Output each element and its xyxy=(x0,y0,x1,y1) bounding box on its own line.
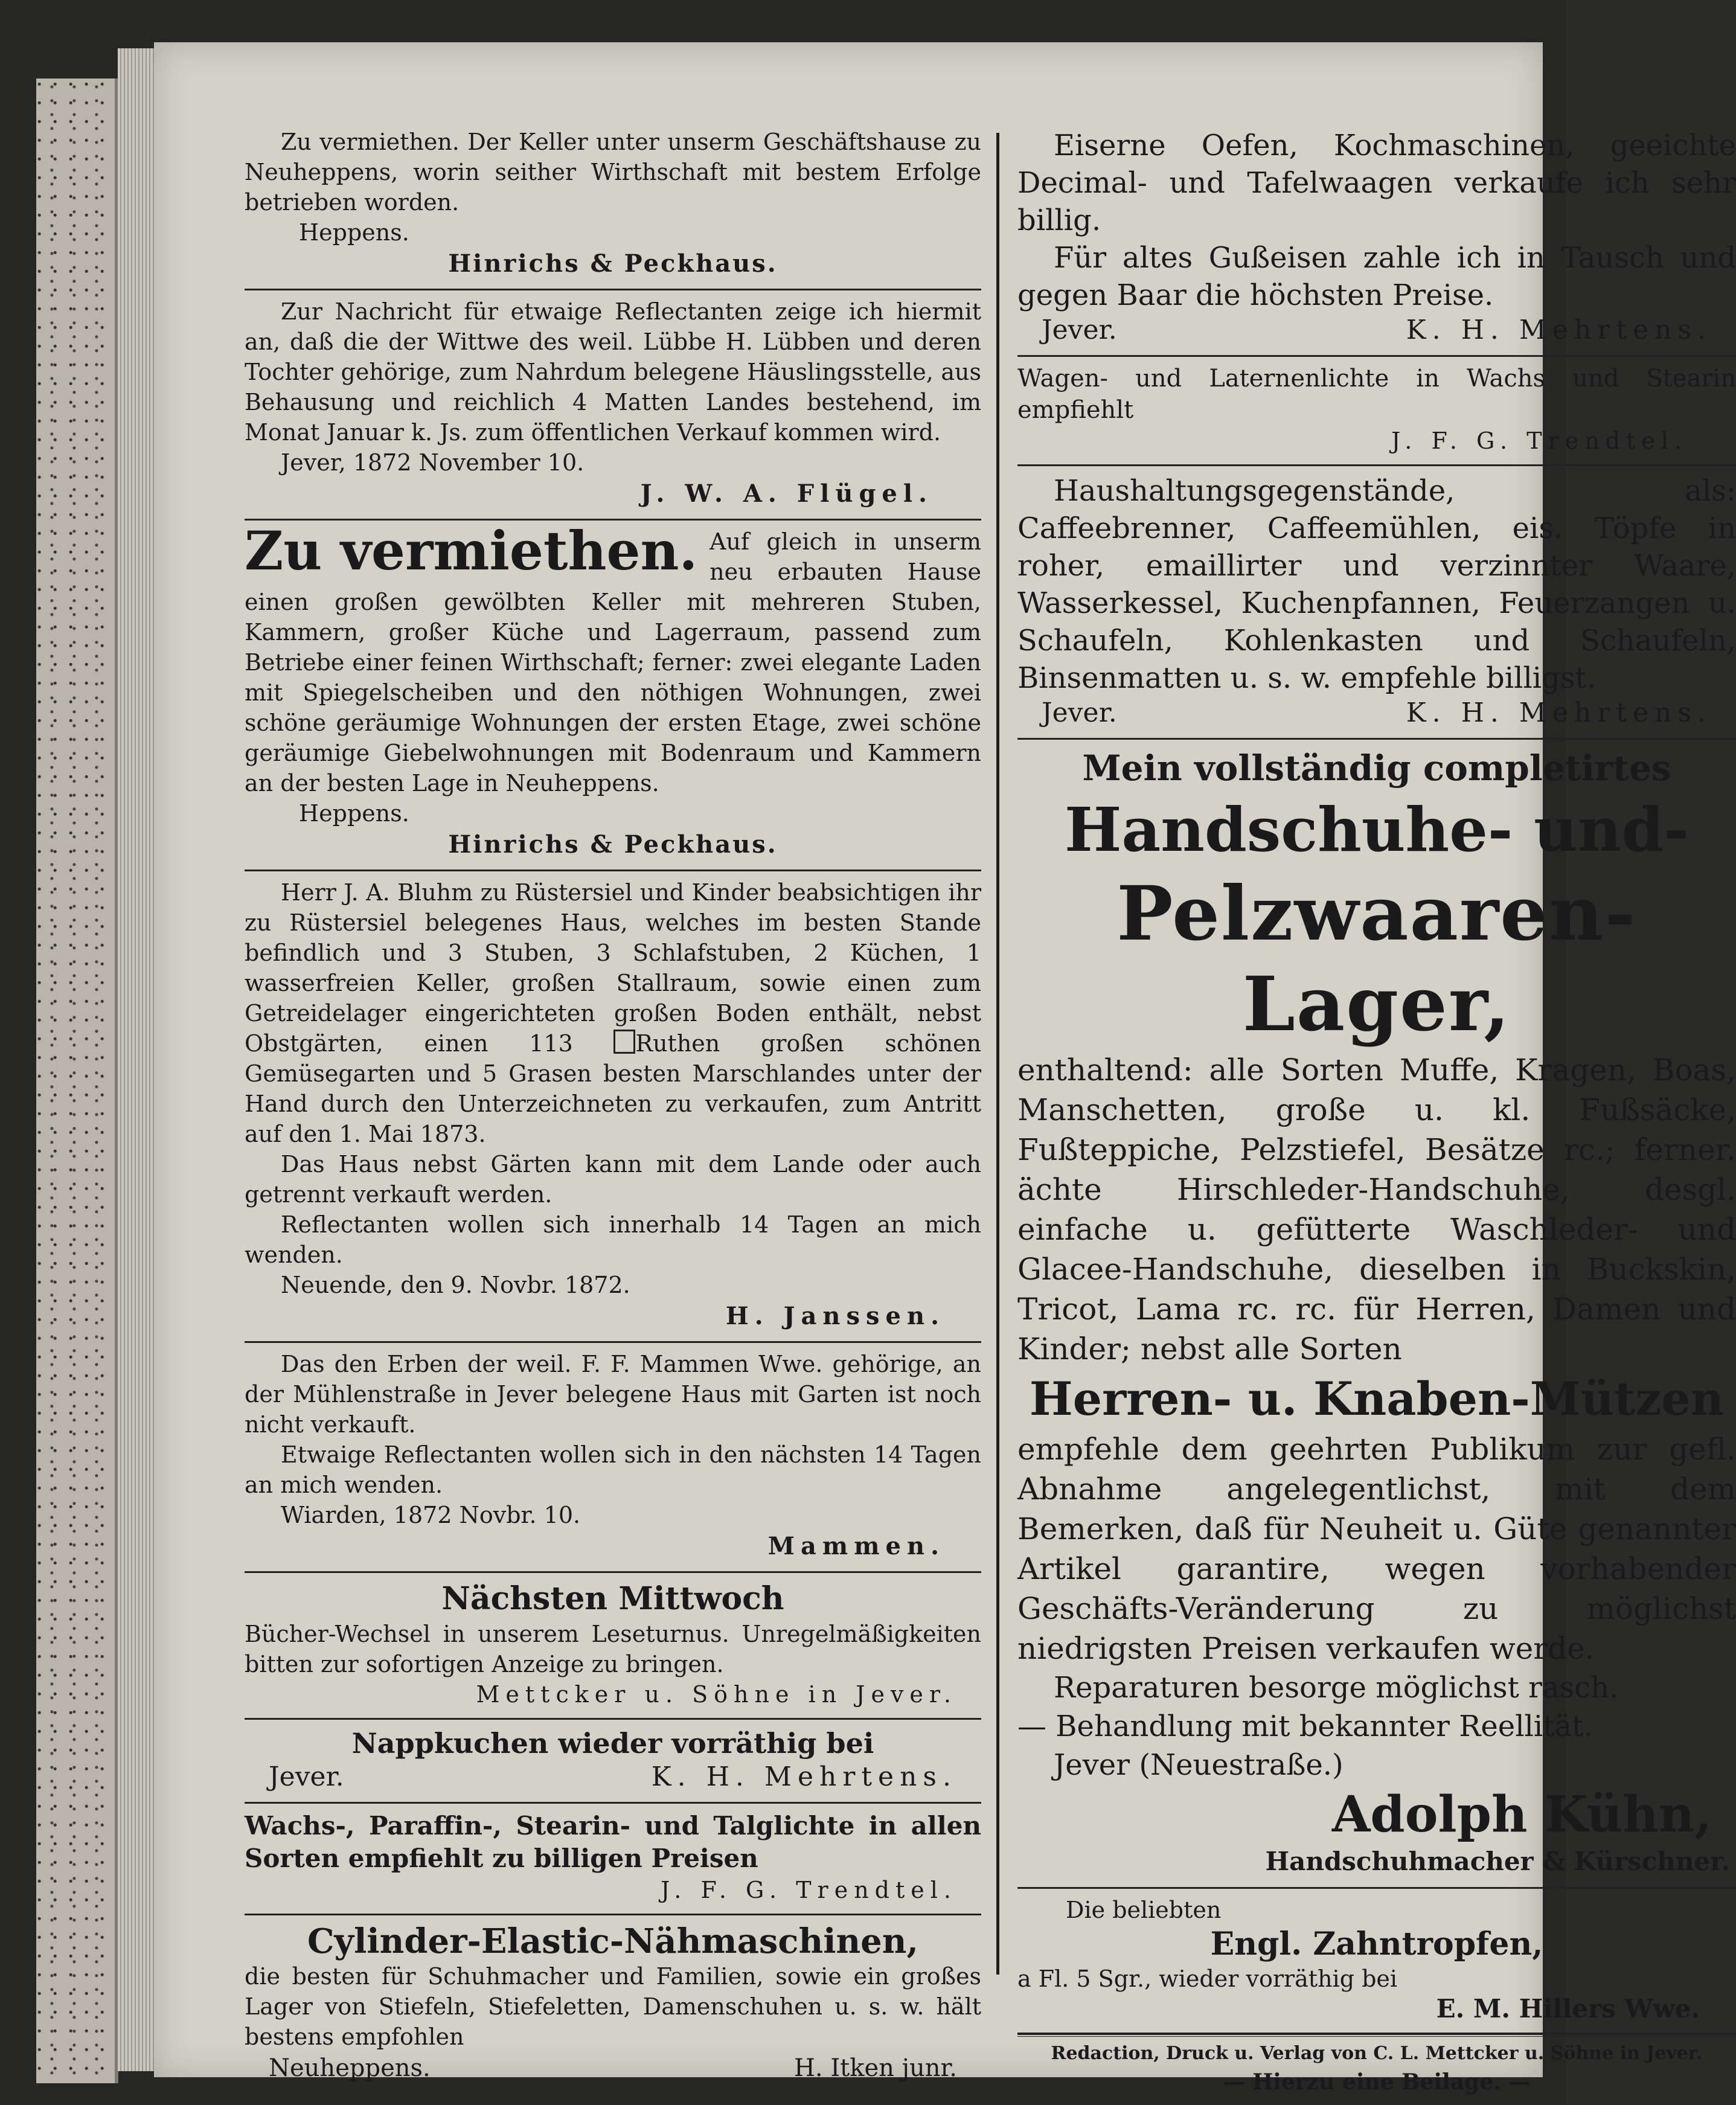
ad-place: Heppens. xyxy=(299,800,409,827)
ad-text: die besten für Schuhmacher und Familien, sowie ein großes Lager von Stiefeln, Stiefeletten, Damenschuhen u. s. w. hält bestens empfohlen xyxy=(245,1963,981,2050)
ad-line3: Pelzwaaren-Lager, xyxy=(1116,870,1637,1048)
ad-signature: J. F. G. Trendtel. xyxy=(1391,428,1688,454)
ad-place: Jever. xyxy=(269,1761,344,1792)
ad-haushaltung xyxy=(1017,466,1736,740)
book-binding xyxy=(36,78,118,2083)
ad-haus-ruestersiel xyxy=(245,871,981,1343)
ad-haus-muehlenstrasse xyxy=(245,1343,981,1573)
newspaper-page xyxy=(154,42,1736,2095)
ad-text: Wagen- und Laternenlichte in Wachs und Stearin empfiehlt xyxy=(1017,365,1736,424)
ad-adolph-kuehn xyxy=(1017,740,1736,1889)
ad-headline: Cylinder-Elastic-Nähmaschinen, xyxy=(307,1921,919,1961)
ad-place: Jever. xyxy=(1042,697,1117,728)
ad-lichte xyxy=(245,1804,981,1915)
ad-signature: Hinrichs & Peckhaus. xyxy=(448,830,778,859)
ad-firm: Adolph Kühn, xyxy=(1331,1786,1712,1844)
ad-signature: J. W. A. Flügel. xyxy=(640,479,933,508)
ad-nappkuchen xyxy=(245,1720,981,1804)
ad-intro: Die beliebten xyxy=(1066,1897,1222,1923)
ad-text-a: enthaltend: alle Sorten Muffe, Kragen, Boas, Manschetten, große u. kl. Fußsäcke, Fußteppiche, Pelzstiefel, Besätze rc.; ferner. ächte Hirschleder-Handschuhe, desgl. einfache u. gefütterte Waschleder- und Glacee-Handschuhe, dieselben in Buckskin, Tricot, Lama rc. rc. für Herren, Damen und Kinder; nebst alle Sorten xyxy=(1017,1052,1736,1366)
ad-date: Neuende, den 9. Novbr. 1872. xyxy=(281,1272,630,1298)
ad-date: Jever, 1872 November 10. xyxy=(281,449,585,476)
imprint-block xyxy=(1017,2034,1736,2097)
ad-text: Zur Nachricht für etwaige Reflectanten zeige ich hiermit an, daß die der Wittwe des weil. Lübbe H. Lübben und deren Tochter gehörige, zum Nahrdum belegene Häuslingsstelle, aus Behausung und reichlich 4 Matten Landes bestehend, im Monat Januar k. Js. zum öffentlichen Verkauf kommen wird. xyxy=(245,298,981,446)
ad-signature: Hinrichs & Peckhaus. xyxy=(448,249,778,278)
ad-signature: Mettcker u. Söhne in Jever. xyxy=(476,1681,957,1708)
ad-product: Engl. Zahntropfen, xyxy=(1210,1926,1543,1962)
ad-headline: Nächsten Mittwoch xyxy=(441,1580,784,1617)
ad-text2: Etwaige Reflectanten wollen sich in den nächsten 14 Tagen an mich wenden. xyxy=(245,1441,981,1498)
ad-place: Neuheppens. xyxy=(269,2054,431,2082)
square-symbol-icon xyxy=(613,1030,635,1054)
ad-signature: K. H. Mehrtens. xyxy=(651,1761,957,1792)
ad-firm-sub: Handschuhmacher & Kürschner. xyxy=(1265,1847,1730,1876)
ad-date: Wiarden, 1872 Novbr. 10. xyxy=(281,1502,581,1528)
ad-text: Nappkuchen wieder vorräthig bei xyxy=(351,1727,874,1760)
left-column xyxy=(245,121,981,2093)
ad-text: Wachs-, Paraffin-, Stearin- und Talglichte in allen Sorten empfiehlt zu billigen Preisen xyxy=(245,1811,981,1873)
ad-text: Haushaltungsgegenstände, als: Caffeebrenner, Caffeemühlen, eis. Töpfe in roher, emaillirter und verzinnter Waare, Wasserkessel, Kuchenpfannen, Feuerzangen u. Schaufeln, Kohlenkasten und Schaufeln, Binsenmatten u. s. w. empfehle billigst. xyxy=(1017,474,1736,695)
ad-signature: K. H. Mehrtens. xyxy=(1406,697,1712,728)
ad-signature: J. F. G. Trendtel. xyxy=(661,1877,957,1903)
beilage-note: — Hierzu eine Beilage. — xyxy=(1223,2069,1531,2095)
ad-text: Das den Erben der weil. F. F. Mammen Wwe. gehörige, an der Mühlenstraße in Jever belegene Haus mit Garten ist noch nicht verkauft. xyxy=(245,1351,981,1438)
ad-line1: Mein vollständig completirtes xyxy=(1082,748,1671,789)
ad-signature: Mammen. xyxy=(767,1532,945,1560)
ad-text-b: empfehle dem geehrten Publikum zur gefl. Abnahme angelegentlichst, mit dem Bemerken, daß für Neuheit u. Güte genannter Artikel garantire, wegen vorhabender Geschäfts-Veränderung zu möglichst niedrigsten Preisen verkaufen werde. xyxy=(1017,1432,1736,1666)
ad-address: Jever (Neuestraße.) xyxy=(1054,1748,1344,1782)
ad-haeuslingsstelle xyxy=(245,290,981,521)
ad-text: Eiserne Oefen, Kochmaschinen, geeichte Decimal- und Tafelwaagen verkaufe ich sehr billig. xyxy=(1017,129,1736,237)
ad-text2: Für altes Gußeisen zahle ich in Tausch und gegen Baar die höchsten Preise. xyxy=(1017,241,1736,312)
ad-zahntropfen xyxy=(1017,1889,1736,2034)
ad-leseturnus xyxy=(245,1573,981,1720)
ad-keller-vermiethen xyxy=(245,121,981,290)
ad-treatment: — Behandlung mit bekannter Reellität. xyxy=(1017,1709,1593,1743)
ad-oefen xyxy=(1017,121,1736,357)
ad-text2: Das Haus nebst Gärten kann mit dem Lande oder auch getrennt verkauft werden. xyxy=(245,1151,981,1208)
column-rule xyxy=(996,133,999,1975)
ad-text: Bücher-Wechsel in unserem Leseturnus. Unregelmäßigkeiten bitten zur sofortigen Anzeige zu bringen. xyxy=(245,1621,981,1677)
ad-laternenlichte xyxy=(1017,357,1736,466)
ad-signature: H. Janssen. xyxy=(725,1302,945,1330)
ad-repair: Reparaturen besorge möglichst rasch. xyxy=(1054,1671,1619,1705)
ad-signature: E. M. Hillers Wwe. xyxy=(1436,1994,1700,2023)
right-column xyxy=(1017,121,1736,2097)
ad-text3: Reflectanten wollen sich innerhalb 14 Tagen an mich wenden. xyxy=(245,1211,981,1268)
ad-place: Heppens. xyxy=(299,219,409,246)
ad-text: Zu vermiethen. Der Keller unter unserm Geschäftshause zu Neuheppens, worin seither Wirthschaft mit bestem Erfolge betrieben worden. xyxy=(245,129,981,216)
ad-price: a Fl. 5 Sgr., wieder vorräthig bei xyxy=(1017,1966,1398,1992)
ad-zu-vermiethen-haus xyxy=(245,521,981,871)
ad-text: Auf gleich in unserm neu erbauten Hause einen großen gewölbten Keller mit mehreren Stuben, Kammern, großer Küche und Lagerraum, passend zum Betriebe einer feinen Wirthschaft; ferner: zwei elegante Laden mit Spiegelscheiben und den nöthigen Wohnungen, zwei schöne geräumige Wohnungen der ersten Etage, zwei schöne geräumige Giebelwohnungen mit Bodenraum und Kammern an der besten Lage in Neuheppens. xyxy=(245,528,981,796)
imprint: Redaction, Druck u. Verlag von C. L. Mettcker u. Söhne in Jever. xyxy=(1051,2043,1703,2064)
ad-signature: K. H. Mehrtens. xyxy=(1406,315,1712,345)
ad-headline: Zu vermiethen. xyxy=(245,519,698,582)
ad-text-a: Herr J. A. Bluhm zu Rüstersiel und Kinder beabsichtigen ihr zu Rüstersiel belegenes Haus, welches im besten Stande befindlich und 3 Stuben, 3 Schlafstuben, 2 Küchen, 1 wasserfreien Keller, großen Stallraum, sowie einen zum Getreidelager eingerichteten großen Boden enthält, nebst Obstgärten, einen 113 xyxy=(245,879,981,1057)
ad-text-b: Ruthen großen schönen Gemüsegarten und 5 Grasen besten Marschlandes unter der Hand durch den Unterzeichneten zu verkaufen, zum Antritt auf den 1. Mai 1873. xyxy=(245,1030,981,1147)
ad-naehmaschinen xyxy=(245,1915,981,2093)
ad-signature: H. Itken junr. xyxy=(794,2054,957,2082)
ad-place: Jever. xyxy=(1042,315,1117,345)
ad-big-text: Herren- u. Knaben-Mützen xyxy=(1029,1372,1725,1426)
ad-line2: Handschuhe- und- xyxy=(1065,794,1689,865)
